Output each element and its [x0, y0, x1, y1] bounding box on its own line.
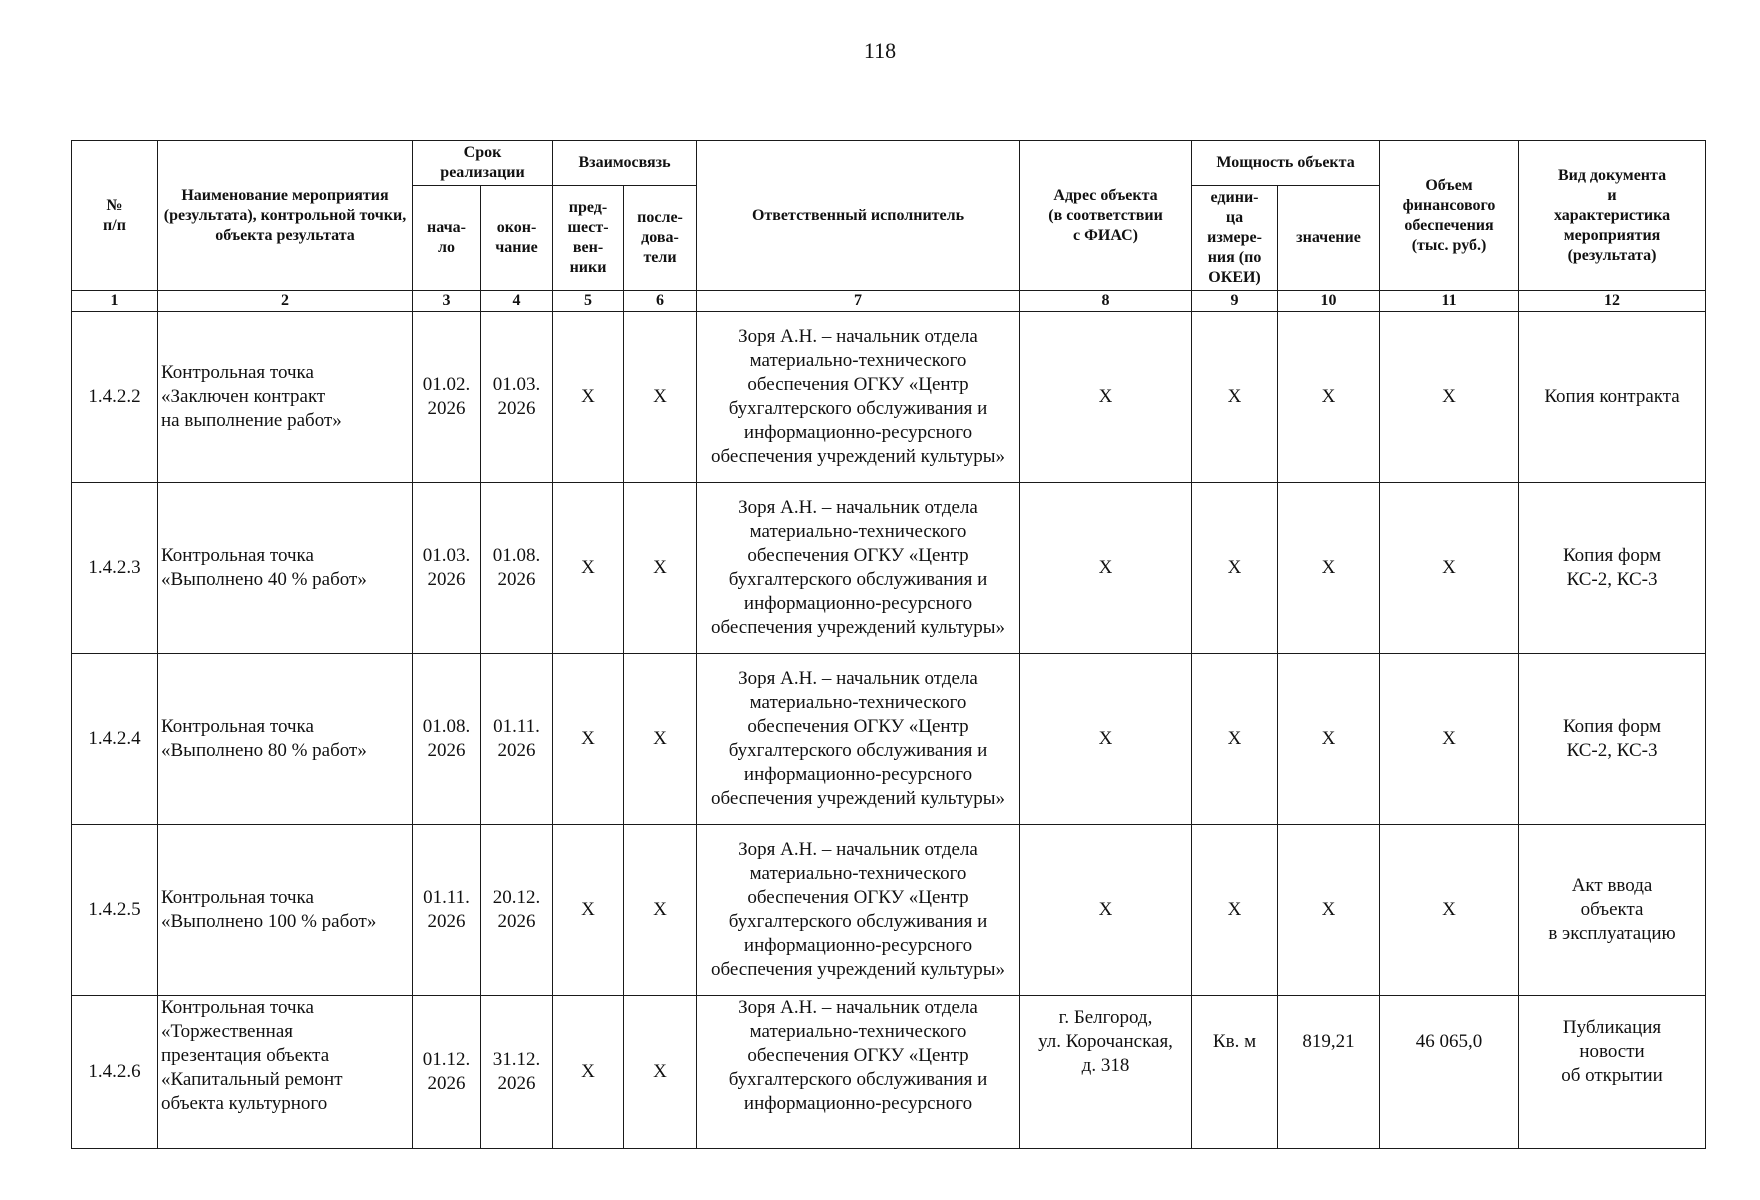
row-finance: X — [1380, 312, 1519, 483]
row-doc: Копия форм КС-2, КС-3 — [1519, 654, 1706, 825]
row-finance: X — [1380, 654, 1519, 825]
header-doc: Вид документа и характеристика мероприятия (результата) — [1519, 141, 1706, 291]
header-capacity-unit: едини- ца измере- ния (по ОКЕИ) — [1192, 186, 1278, 291]
column-number: 4 — [481, 291, 553, 312]
row-value: 819,21 — [1278, 996, 1380, 1149]
row-start: 01.02. 2026 — [413, 312, 481, 483]
row-name: Контрольная точка «Торжественная презентация объекта «Капитальный ремонт объекта культурного — [158, 996, 413, 1149]
row-executor: Зоря А.Н. – начальник отдела материально-технического обеспечения ОГКУ «Центр бухгалтерского обслуживания и информационно-ресурсного обеспечения учреждений культуры» — [697, 654, 1020, 825]
row-pred: X — [553, 483, 624, 654]
header-term-end: окон- чание — [481, 186, 553, 291]
row-finance: X — [1380, 483, 1519, 654]
row-executor: Зоря А.Н. – начальник отдела материально-технического обеспечения ОГКУ «Центр бухгалтерского обслуживания и информационно-ресурсного — [697, 996, 1020, 1149]
header-finance: Объем финансового обеспечения (тыс. руб.) — [1380, 141, 1519, 291]
row-end: 01.08. 2026 — [481, 483, 553, 654]
table-row — [72, 825, 1706, 996]
row-pred: X — [553, 654, 624, 825]
row-succ: X — [624, 654, 697, 825]
column-number-row — [72, 291, 1706, 312]
column-number: 12 — [1519, 291, 1706, 312]
row-pred: X — [553, 312, 624, 483]
table-row — [72, 654, 1706, 825]
row-name: Контрольная точка «Заключен контракт на выполнение работ» — [158, 312, 413, 483]
row-name: Контрольная точка «Выполнено 100 % работ» — [158, 825, 413, 996]
row-start: 01.11. 2026 — [413, 825, 481, 996]
column-number: 1 — [72, 291, 158, 312]
row-end: 01.11. 2026 — [481, 654, 553, 825]
row-address: г. Белгород, ул. Корочанская, д. 318 — [1020, 996, 1192, 1149]
header-name: Наименование мероприятия (результата), контрольной точки, объекта результата — [158, 141, 413, 291]
header-capacity-value: значение — [1278, 186, 1380, 291]
row-executor: Зоря А.Н. – начальник отдела материально-технического обеспечения ОГКУ «Центр бухгалтерского обслуживания и информационно-ресурсного обеспечения учреждений культуры» — [697, 825, 1020, 996]
row-doc: Публикация новости об открытии — [1519, 996, 1706, 1149]
row-finance: X — [1380, 825, 1519, 996]
row-address: X — [1020, 825, 1192, 996]
header-num: № п/п — [72, 141, 158, 291]
header-address: Адрес объекта (в соответствии с ФИАС) — [1020, 141, 1192, 291]
column-number: 8 — [1020, 291, 1192, 312]
row-address: X — [1020, 654, 1192, 825]
activity-plan-table — [71, 140, 1706, 1149]
row-finance: 46 065,0 — [1380, 996, 1519, 1149]
header-term-start: нача- ло — [413, 186, 481, 291]
header-link-pred: пред- шест- вен- ники — [553, 186, 624, 291]
table-row — [72, 996, 1706, 1149]
row-executor: Зоря А.Н. – начальник отдела материально-технического обеспечения ОГКУ «Центр бухгалтерского обслуживания и информационно-ресурсного обеспечения учреждений культуры» — [697, 312, 1020, 483]
row-num: 1.4.2.3 — [72, 483, 158, 654]
row-unit: X — [1192, 312, 1278, 483]
row-value: X — [1278, 483, 1380, 654]
row-end: 20.12. 2026 — [481, 825, 553, 996]
column-number: 11 — [1380, 291, 1519, 312]
column-number: 5 — [553, 291, 624, 312]
row-start: 01.12. 2026 — [413, 996, 481, 1149]
header-link: Взаимосвязь — [553, 141, 697, 186]
row-doc: Копия форм КС-2, КС-3 — [1519, 483, 1706, 654]
row-end: 01.03. 2026 — [481, 312, 553, 483]
row-num: 1.4.2.5 — [72, 825, 158, 996]
header-row-top — [72, 141, 1706, 186]
row-end: 31.12. 2026 — [481, 996, 553, 1149]
row-doc: Копия контракта — [1519, 312, 1706, 483]
row-start: 01.03. 2026 — [413, 483, 481, 654]
row-unit: X — [1192, 654, 1278, 825]
row-executor: Зоря А.Н. – начальник отдела материально-технического обеспечения ОГКУ «Центр бухгалтерского обслуживания и информационно-ресурсного обеспечения учреждений культуры» — [697, 483, 1020, 654]
row-value: X — [1278, 654, 1380, 825]
row-doc: Акт ввода объекта в эксплуатацию — [1519, 825, 1706, 996]
row-num: 1.4.2.6 — [72, 996, 158, 1149]
row-name: Контрольная точка «Выполнено 40 % работ» — [158, 483, 413, 654]
row-unit: Кв. м — [1192, 996, 1278, 1149]
header-link-succ: после- дова- тели — [624, 186, 697, 291]
row-pred: X — [553, 996, 624, 1149]
row-succ: X — [624, 312, 697, 483]
header-capacity: Мощность объекта — [1192, 141, 1380, 186]
column-number: 7 — [697, 291, 1020, 312]
header-term: Срок реализации — [413, 141, 553, 186]
row-succ: X — [624, 483, 697, 654]
row-num: 1.4.2.4 — [72, 654, 158, 825]
row-unit: X — [1192, 825, 1278, 996]
table-row — [72, 483, 1706, 654]
row-succ: X — [624, 996, 697, 1149]
row-value: X — [1278, 312, 1380, 483]
column-number: 3 — [413, 291, 481, 312]
header-executor: Ответственный исполнитель — [697, 141, 1020, 291]
row-pred: X — [553, 825, 624, 996]
row-succ: X — [624, 825, 697, 996]
column-number: 2 — [158, 291, 413, 312]
column-number: 6 — [624, 291, 697, 312]
row-address: X — [1020, 312, 1192, 483]
row-unit: X — [1192, 483, 1278, 654]
page-number: 118 — [863, 38, 897, 63]
row-address: X — [1020, 483, 1192, 654]
row-name: Контрольная точка «Выполнено 80 % работ» — [158, 654, 413, 825]
row-start: 01.08. 2026 — [413, 654, 481, 825]
table-row — [72, 312, 1706, 483]
row-value: X — [1278, 825, 1380, 996]
column-number: 9 — [1192, 291, 1278, 312]
row-num: 1.4.2.2 — [72, 312, 158, 483]
column-number: 10 — [1278, 291, 1380, 312]
